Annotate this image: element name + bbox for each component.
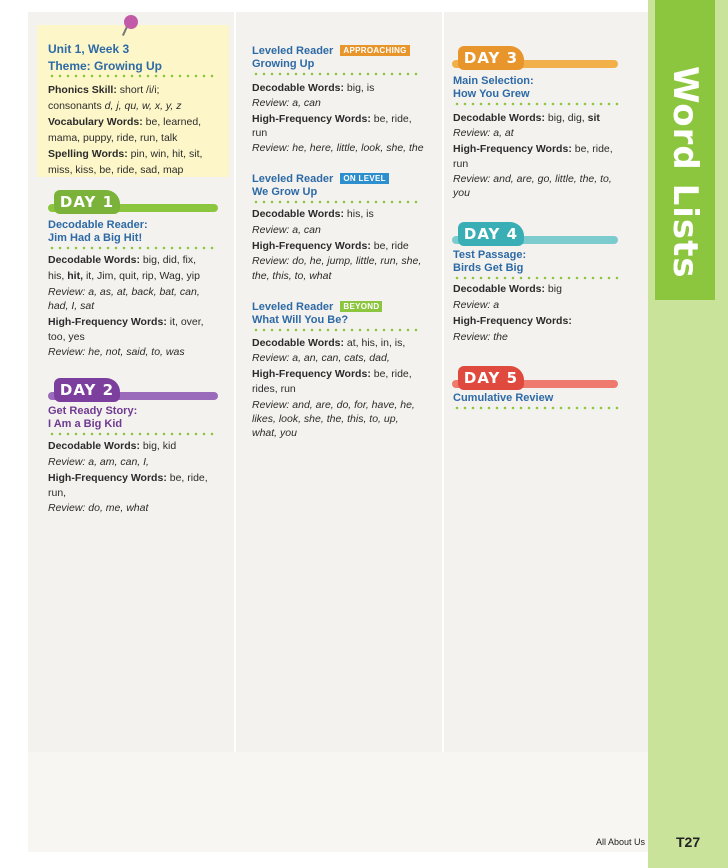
lr3-review-2b: likes, look, she, the, this, to, up, [252, 413, 399, 425]
day3-banner [452, 46, 618, 72]
day2-decodable-label: Decodable Words: [48, 440, 140, 452]
page-bottom-area [28, 752, 648, 852]
lr3-decodable-text: at, his, in, is, [346, 337, 406, 349]
day1-review-1b: had, I, sat [48, 300, 95, 312]
day2-decodable-text: big, kid [142, 440, 177, 452]
vocab-text: be, learned, [145, 116, 202, 128]
lr2-hf-text: be, ride [373, 240, 409, 252]
lr2-decodable-line [252, 206, 432, 222]
lr3-review-2c: what, you [252, 427, 297, 439]
day3-decodable-label: Decodable Words: [453, 112, 545, 124]
day3-decodable-text: big, dig, [547, 112, 585, 124]
divider-dots [48, 74, 218, 78]
day4-heading-2: Birds Get Big [453, 262, 524, 274]
day1-review-2: Review: he, not, said, to, was [48, 346, 185, 358]
unit-title: Unit 1, Week 3 [48, 42, 130, 56]
lr1-hf-line-2: run [252, 127, 268, 139]
day3-review-2: Review: and, are, go, little, the, to, [453, 173, 612, 185]
day3-heading-1: Main Selection: [453, 75, 534, 87]
day2-review-2: Review: do, me, what [48, 502, 149, 514]
day2-heading-1: Get Ready Story: [48, 405, 138, 417]
day5-heading-1: Cumulative Review [453, 392, 554, 404]
day1-hf-line [48, 314, 228, 330]
lr1-hf-label: High-Frequency Words: [252, 113, 371, 125]
lr1-decodable-label: Decodable Words: [252, 82, 344, 94]
day1-hf-line-2: too, yes [48, 331, 85, 343]
day2-banner [48, 378, 218, 404]
day4-review-2: Review: the [453, 331, 508, 343]
day1-hf-label: High-Frequency Words: [48, 316, 167, 328]
lr2-review-2b: the, this, to, what [252, 270, 332, 282]
lr2-decodable-label: Decodable Words: [252, 208, 344, 220]
divider-dots [252, 328, 422, 332]
lr2-review-1: Review: a, can [252, 224, 321, 236]
day3-review-1: Review: a, at [453, 127, 514, 139]
day1-decodable-text-2b: it, Jim, quit, rip, Wag, yip [85, 270, 200, 282]
day3-tag: DAY 3 [458, 46, 524, 70]
day1-heading-2: Jim Had a Big Hit! [48, 232, 143, 244]
day1-hf-text: it, over, [169, 316, 204, 328]
divider-dots [48, 432, 218, 436]
lr2-title [252, 172, 389, 186]
phonics-line-2 [48, 98, 228, 114]
day3-hf-line [453, 141, 633, 157]
day3-decodable-bold: sit [587, 112, 600, 124]
day2-tag: DAY 2 [54, 378, 120, 402]
lr1-hf-text: be, ride, [373, 113, 412, 125]
lr2-hf-line [252, 238, 432, 254]
day1-heading-1: Decodable Reader: [48, 219, 148, 231]
theme-title: Theme: Growing Up [48, 59, 162, 73]
day1-decodable-label: Decodable Words: [48, 254, 140, 266]
lr3-hf-line-2: rides, run [252, 383, 296, 395]
lr1-review-2: Review: he, here, little, look, she, the [252, 142, 424, 154]
lr1-review-1: Review: a, can [252, 97, 321, 109]
day2-heading-2: I Am a Big Kid [48, 418, 123, 430]
spelling-text: pin, win, hit, sit, [130, 148, 203, 160]
lr3-badge: BEYOND [340, 301, 382, 312]
day3-heading-2: How You Grew [453, 88, 530, 100]
day1-decodable-line-2 [48, 268, 228, 284]
divider-dots [252, 200, 422, 204]
spelling-line-2: miss, kiss, be, ride, sad, map [48, 164, 184, 176]
day1-decodable-line [48, 252, 228, 268]
day1-review-1: Review: a, as, at, back, bat, can, [48, 286, 200, 298]
lr2-decodable-text: his, is [346, 208, 374, 220]
lr1-badge: APPROACHING [340, 45, 409, 56]
vocab-label: Vocabulary Words: [48, 116, 143, 128]
day3-hf-text: be, ride, [574, 143, 613, 155]
lr1-title-text: Leveled Reader [252, 45, 334, 57]
day3-hf-label: High-Frequency Words: [453, 143, 572, 155]
vocab-line-2: mama, puppy, ride, run, talk [48, 132, 178, 144]
pushpin-icon [124, 15, 138, 29]
side-tab-title: Word Lists [665, 66, 705, 279]
divider-dots [48, 246, 218, 250]
lr2-subtitle: We Grow Up [252, 186, 318, 198]
day4-decodable-label: Decodable Words: [453, 283, 545, 295]
day4-tag: DAY 4 [458, 222, 524, 246]
day4-decodable-text: big [547, 283, 562, 295]
spelling-label: Spelling Words: [48, 148, 128, 160]
phonics-text-2: consonants [48, 100, 102, 112]
footer-section-label: All About Us [596, 837, 646, 847]
day4-banner [452, 222, 618, 248]
divider-dots [453, 276, 619, 280]
day4-heading-1: Test Passage: [453, 249, 527, 261]
lr1-decodable-text: big, is [346, 82, 375, 94]
lr3-review-2: Review: and, are, do, for, have, he, [252, 399, 415, 411]
lr3-hf-label: High-Frequency Words: [252, 368, 371, 380]
phonics-text: short /i/i; [119, 84, 160, 96]
lr2-badge: ON LEVEL [340, 173, 388, 184]
day2-hf-text: be, ride, [169, 472, 208, 484]
day4-hf-label: High-Frequency Words: [453, 315, 572, 327]
lr2-title-text: Leveled Reader [252, 173, 334, 185]
lr3-hf-text: be, ride, [373, 368, 412, 380]
day3-review-2b: you [453, 187, 470, 199]
lr3-hf-line [252, 366, 432, 382]
day4-review-1: Review: a [453, 299, 500, 311]
day4-decodable-line [453, 281, 633, 297]
vocab-line [48, 114, 228, 130]
day1-tag: DAY 1 [54, 190, 120, 214]
day5-banner [452, 366, 618, 392]
day3-hf-line-2: run [453, 158, 469, 170]
page-number: T27 [676, 834, 701, 850]
day3-decodable-line [453, 110, 633, 126]
lr3-title [252, 300, 382, 314]
lr1-subtitle: Growing Up [252, 58, 315, 70]
phonics-line [48, 82, 228, 98]
day2-hf-label: High-Frequency Words: [48, 472, 167, 484]
lr3-review-1: Review: a, an, can, cats, dad, [252, 352, 390, 364]
day1-decodable-bold: hit, [67, 270, 84, 282]
divider-dots [453, 406, 619, 410]
day1-decodable-text: big, did, fix, [142, 254, 197, 266]
lr1-title [252, 44, 410, 58]
phonics-italic: d, j, qu, w, x, y, z [104, 100, 182, 112]
spelling-line [48, 146, 228, 162]
day5-tag: DAY 5 [458, 366, 524, 390]
lr1-decodable-line [252, 80, 432, 96]
day2-hf-line [48, 470, 228, 486]
day2-decodable-line [48, 438, 228, 454]
lr2-hf-label: High-Frequency Words: [252, 240, 371, 252]
lr3-title-text: Leveled Reader [252, 301, 334, 313]
day1-banner [48, 190, 218, 216]
lr3-subtitle: What Will You Be? [252, 314, 349, 326]
day1-decodable-text-2a: his, [48, 270, 65, 282]
lr2-review-2: Review: do, he, jump, little, run, she, [252, 255, 422, 267]
lr3-decodable-label: Decodable Words: [252, 337, 344, 349]
day2-hf-line-2: run, [48, 487, 67, 499]
divider-dots [453, 102, 619, 106]
day2-review-1: Review: a, am, can, I, [48, 456, 149, 468]
phonics-label: Phonics Skill: [48, 84, 117, 96]
lr3-decodable-line [252, 335, 432, 351]
divider-dots [252, 72, 422, 76]
